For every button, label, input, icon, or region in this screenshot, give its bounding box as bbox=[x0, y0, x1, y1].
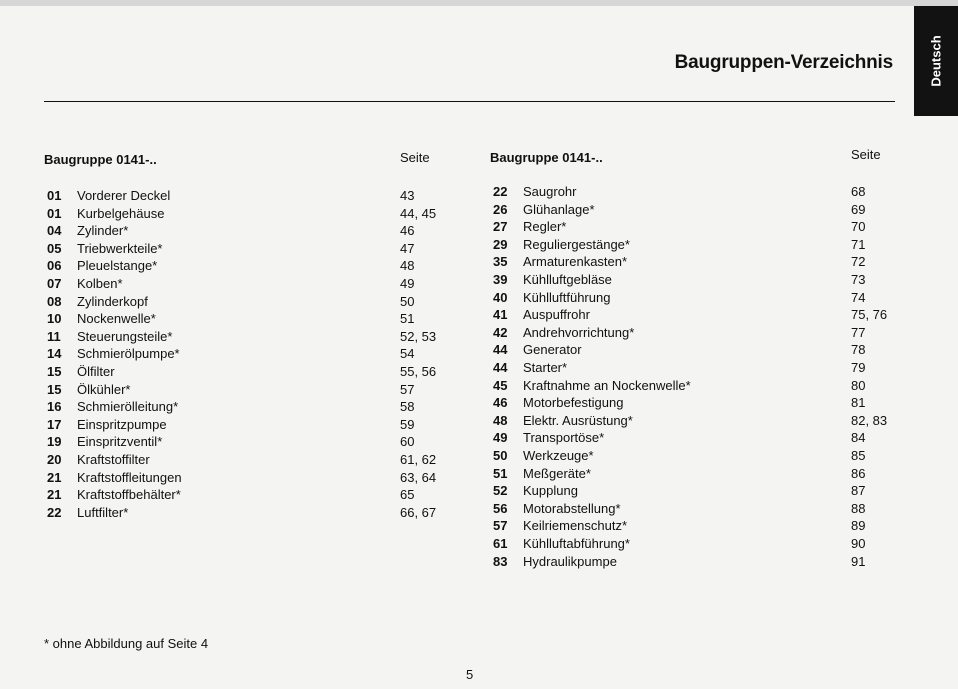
left-group-label: Baugruppe 0141-.. bbox=[44, 152, 157, 167]
language-tab bbox=[914, 6, 958, 116]
group-name: Reguliergestänge* bbox=[523, 236, 630, 252]
group-number: 61 bbox=[493, 536, 508, 551]
left-group-header bbox=[44, 152, 157, 167]
group-number: 52 bbox=[493, 483, 508, 499]
group-number: 56 bbox=[493, 500, 508, 516]
page-reference: 85 bbox=[851, 448, 866, 463]
group-name: Zylinderkopf bbox=[77, 293, 148, 309]
page-reference: 75, 76 bbox=[851, 307, 888, 323]
group-number: 14 bbox=[47, 346, 62, 362]
group-name: Kraftnahme an Nockenwelle* bbox=[523, 377, 691, 393]
group-name: Saugrohr bbox=[523, 184, 577, 199]
page-reference: 50 bbox=[400, 293, 415, 309]
group-number: 35 bbox=[493, 254, 508, 270]
group-number: 15 bbox=[47, 364, 62, 379]
group-name: Schmierölleitung* bbox=[77, 399, 179, 415]
page-reference: 61, 62 bbox=[400, 452, 437, 467]
group-name: Keilriemenschutz* bbox=[523, 518, 628, 534]
page-reference: 66, 67 bbox=[400, 504, 437, 520]
group-number: 45 bbox=[493, 377, 508, 393]
right-group-label: Baugruppe 0141-.. bbox=[490, 150, 603, 165]
group-name: Kraftstoffilter bbox=[77, 452, 150, 467]
group-number: 01 bbox=[47, 205, 62, 221]
group-name: Ölfilter bbox=[77, 364, 115, 379]
group-number: 19 bbox=[47, 434, 62, 450]
page-top-edge bbox=[0, 0, 958, 6]
group-name: Kraftstoffbehälter* bbox=[77, 487, 181, 503]
page-reference: 57 bbox=[400, 381, 415, 397]
group-name: Kurbelgehäuse bbox=[77, 205, 165, 221]
page-reference: 52, 53 bbox=[400, 328, 437, 344]
page-reference: 68 bbox=[851, 184, 866, 199]
page-reference: 88 bbox=[851, 500, 866, 516]
group-number: 11 bbox=[47, 328, 61, 344]
group-number: 41 bbox=[493, 307, 508, 323]
group-number: 05 bbox=[47, 240, 62, 256]
group-number: 29 bbox=[493, 236, 508, 252]
page-reference: 90 bbox=[851, 536, 866, 551]
group-number: 17 bbox=[47, 416, 62, 432]
page-reference: 54 bbox=[400, 346, 415, 362]
page-reference: 63, 64 bbox=[400, 469, 437, 485]
group-name: Steuerungsteile* bbox=[77, 328, 173, 344]
page-reference: 86 bbox=[851, 465, 866, 481]
page-reference: 77 bbox=[851, 324, 866, 340]
group-name: Werkzeuge* bbox=[523, 448, 594, 463]
group-name: Kraftstoffleitungen bbox=[77, 469, 182, 485]
right-group-header bbox=[490, 150, 603, 165]
page-reference: 81 bbox=[851, 395, 866, 411]
group-name: Kolben* bbox=[77, 276, 123, 291]
page-reference: 79 bbox=[851, 360, 866, 375]
page-reference: 71 bbox=[851, 236, 866, 252]
group-name: Nockenwelle* bbox=[77, 311, 156, 327]
group-name: Kupplung bbox=[523, 483, 578, 499]
group-name: Kühlluftabführung* bbox=[523, 536, 630, 551]
left-page-header: Seite bbox=[400, 150, 430, 165]
group-name: Auspuffrohr bbox=[523, 307, 590, 323]
group-number: 04 bbox=[47, 223, 62, 239]
page-reference: 47 bbox=[400, 240, 415, 256]
group-name: Motorabstellung* bbox=[523, 500, 621, 516]
page-reference: 59 bbox=[400, 416, 415, 432]
page-reference: 44, 45 bbox=[400, 205, 437, 221]
page-reference: 87 bbox=[851, 483, 866, 499]
group-number: 40 bbox=[493, 289, 508, 305]
group-name: Generator bbox=[523, 342, 582, 358]
group-name: Luftfilter* bbox=[77, 504, 129, 520]
group-name: Meßgeräte* bbox=[523, 465, 591, 481]
group-number: 49 bbox=[493, 430, 508, 446]
page-reference: 78 bbox=[851, 342, 866, 358]
group-number: 21 bbox=[47, 487, 62, 503]
group-name: Kühlluftführung bbox=[523, 289, 611, 305]
group-name: Hydraulikpumpe bbox=[523, 553, 617, 569]
group-number: 57 bbox=[493, 518, 508, 534]
group-number: 20 bbox=[47, 452, 62, 467]
group-number: 22 bbox=[493, 184, 508, 199]
group-number: 07 bbox=[47, 276, 62, 291]
page-reference: 60 bbox=[400, 434, 415, 450]
page-reference: 89 bbox=[851, 518, 866, 534]
group-name: Schmierölpumpe* bbox=[77, 346, 180, 362]
group-name: Zylinder* bbox=[77, 223, 129, 239]
page-reference: 69 bbox=[851, 201, 866, 217]
page-reference: 74 bbox=[851, 289, 866, 305]
group-name: Elektr. Ausrüstung* bbox=[523, 412, 633, 428]
group-name: Einspritzventil* bbox=[77, 434, 163, 450]
group-number: 51 bbox=[493, 465, 508, 481]
page-reference: 58 bbox=[400, 399, 415, 415]
language-tab-label: Deutsch bbox=[928, 35, 944, 87]
group-number: 50 bbox=[493, 448, 508, 463]
group-name: Transportöse* bbox=[523, 430, 605, 446]
footnote: * ohne Abbildung auf Seite 4 bbox=[44, 636, 209, 651]
group-name: Motorbefestigung bbox=[523, 395, 624, 411]
page-reference: 80 bbox=[851, 377, 866, 393]
group-name: Vorderer Deckel bbox=[77, 188, 171, 203]
group-name: Einspritzpumpe bbox=[77, 416, 167, 432]
group-number: 01 bbox=[47, 188, 62, 203]
page-reference: 43 bbox=[400, 188, 415, 203]
group-number: 44 bbox=[493, 342, 508, 358]
group-name: Armaturenkasten* bbox=[523, 254, 628, 270]
page-reference: 55, 56 bbox=[400, 364, 437, 379]
group-number: 46 bbox=[493, 395, 508, 411]
group-name: Ölkühler* bbox=[77, 381, 131, 397]
group-number: 27 bbox=[493, 219, 508, 235]
group-number: 48 bbox=[493, 412, 508, 428]
page-reference: 46 bbox=[400, 223, 415, 239]
page-reference: 84 bbox=[851, 430, 866, 446]
page-number: 5 bbox=[466, 667, 474, 682]
group-name: Glühanlage* bbox=[523, 201, 595, 217]
page-reference: 72 bbox=[851, 254, 866, 270]
group-number: 08 bbox=[47, 293, 62, 309]
group-number: 26 bbox=[493, 201, 508, 217]
page-reference: 65 bbox=[400, 487, 415, 503]
group-number: 83 bbox=[493, 553, 508, 569]
page-reference: 51 bbox=[400, 311, 415, 327]
group-number: 21 bbox=[47, 469, 62, 485]
group-name: Triebwerkteile* bbox=[77, 240, 163, 256]
group-number: 44 bbox=[493, 360, 508, 375]
page-reference: 70 bbox=[851, 219, 866, 235]
group-number: 06 bbox=[47, 258, 62, 274]
group-number: 16 bbox=[47, 399, 62, 415]
page-reference: 73 bbox=[851, 272, 866, 287]
group-name: Andrehvorrichtung* bbox=[523, 324, 635, 340]
group-number: 42 bbox=[493, 324, 508, 340]
group-name: Starter* bbox=[523, 360, 568, 375]
right-page-header: Seite bbox=[851, 147, 881, 162]
group-number: 15 bbox=[47, 381, 62, 397]
page-reference: 91 bbox=[851, 553, 866, 569]
group-name: Regler* bbox=[523, 219, 567, 235]
page-reference: 48 bbox=[400, 258, 415, 274]
page-title: Baugruppen-Verzeichnis bbox=[674, 52, 893, 73]
group-number: 39 bbox=[493, 272, 508, 287]
group-name: Pleuelstange* bbox=[77, 258, 158, 274]
page-reference: 49 bbox=[400, 276, 415, 291]
group-number: 10 bbox=[47, 311, 62, 327]
group-name: Kühlluftgebläse bbox=[523, 272, 612, 287]
page-reference: 82, 83 bbox=[851, 412, 888, 428]
group-number: 22 bbox=[47, 504, 62, 520]
title-rule bbox=[44, 101, 895, 102]
